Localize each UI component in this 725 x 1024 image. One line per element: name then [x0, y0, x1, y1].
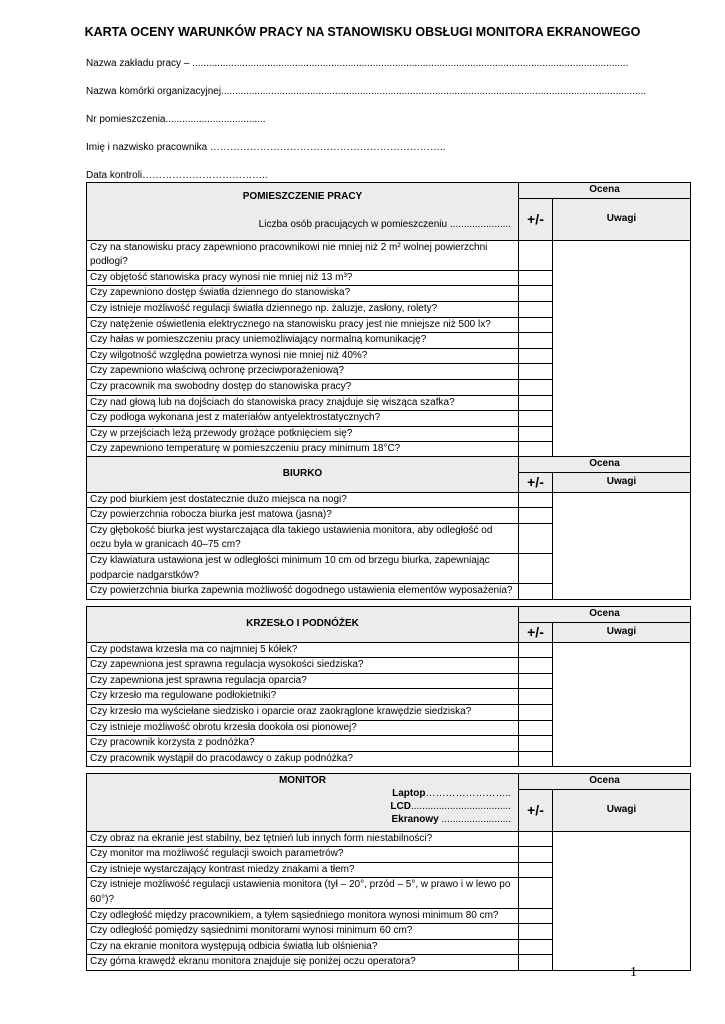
plus-minus-cell[interactable] [519, 689, 553, 705]
question-text: Czy natężenie oświetlenia elektrycznego na stanowisku pracy jest nie mniejsze niż 500 lx? [87, 317, 519, 333]
section-heading [87, 607, 519, 643]
question-text: Czy na ekranie monitora występują odbicia światła lub olśnienia? [87, 939, 519, 955]
plus-minus-header: +/- [519, 472, 553, 492]
question-text: Czy zapewniono dostęp światła dziennego do stanowiska? [87, 286, 519, 302]
field-pomieszczenie[interactable]: Nr pomieszczenia.................................... [86, 114, 266, 125]
ekranowy-line [90, 813, 515, 826]
plus-minus-cell[interactable] [519, 426, 553, 442]
question-text: Czy podstawa krzesła ma co najmniej 5 kółek? [87, 642, 519, 658]
section-heading [87, 183, 519, 241]
plus-minus-header: +/- [519, 622, 553, 642]
ocena-header: Ocena [519, 774, 691, 790]
question-text: Czy istnieje wystarczający kontrast miedzy znakami a tłem? [87, 862, 519, 878]
question-text: Czy odległość pomiędzy sąsiednimi monitorami wynosi minimum 60 cm? [87, 924, 519, 940]
plus-minus-cell[interactable] [519, 736, 553, 752]
plus-minus-cell[interactable] [519, 658, 553, 674]
section-title: BIURKO [282, 468, 323, 479]
uwagi-header: Uwagi [553, 198, 691, 240]
uwagi-header: Uwagi [553, 622, 691, 642]
field-pracownik[interactable]: Imię i nazwisko pracownika …………………………………………………………….. [86, 142, 446, 153]
table-row [87, 642, 691, 658]
uwagi-cell[interactable] [553, 492, 691, 599]
question-text: Czy obraz na ekranie jest stabilny, bez tętnień lub innych form niestabilności? [87, 831, 519, 847]
plus-minus-header: +/- [519, 198, 553, 240]
plus-minus-cell[interactable] [519, 939, 553, 955]
section-heading [87, 774, 519, 832]
question-text: Czy powierzchnia biurka zapewnia możliwość dogodnego ustawienia elementów wyposażenia? [87, 584, 519, 600]
question-text: Czy istnieje możliwość regulacji światła dziennego np. żaluzje, zasłony, rolety? [87, 301, 519, 317]
plus-minus-cell[interactable] [519, 523, 553, 553]
ocena-header: Ocena [519, 457, 691, 473]
lcd-line [90, 800, 515, 813]
question-text: Czy nad głową lub na dojściach do stanowiska pracy znajduje się wisząca szafka? [87, 395, 519, 411]
plus-minus-cell[interactable] [519, 584, 553, 600]
plus-minus-cell[interactable] [519, 379, 553, 395]
question-text: Czy wilgotność względna powietrza wynosi nie mniej niż 40%? [87, 348, 519, 364]
plus-minus-cell[interactable] [519, 862, 553, 878]
question-text: Czy hałas w pomieszczeniu pracy uniemożliwiający normalną komunikację? [87, 333, 519, 349]
ekranowy-label: Ekranowy [391, 814, 439, 825]
question-text: Czy objętość stanowiska pracy wynosi nie mniej niż 13 m³? [87, 270, 519, 286]
plus-minus-cell[interactable] [519, 673, 553, 689]
laptop-line [90, 787, 515, 800]
question-text: Czy podłoga wykonana jest z materiałów antyelektrostatycznych? [87, 411, 519, 427]
plus-minus-cell[interactable] [519, 317, 553, 333]
section-title: POMIESZCZENIE PRACY [242, 190, 363, 202]
field-data-kontroli[interactable]: Data kontroli……………………………….. [86, 170, 268, 181]
plus-minus-cell[interactable] [519, 333, 553, 349]
ocena-header: Ocena [519, 183, 691, 199]
plus-minus-cell[interactable] [519, 553, 553, 583]
table-monitor [86, 773, 691, 971]
table-pomieszczenie [86, 182, 691, 458]
question-text: Czy głębokość biurka jest wystarczająca dla takiego ustawienia monitora, aby odległość od oczu była w granicach 40–75 cm? [87, 523, 519, 553]
plus-minus-cell[interactable] [519, 270, 553, 286]
question-text: Czy pracownik korzysta z podnóżka? [87, 736, 519, 752]
plus-minus-cell[interactable] [519, 395, 553, 411]
table-biurko [86, 456, 691, 600]
question-text: Czy pracownik ma swobodny dostęp do stanowiska pracy? [87, 379, 519, 395]
uwagi-cell[interactable] [553, 642, 691, 767]
table-krzeslo [86, 606, 691, 767]
question-text: Czy monitor ma możliwość regulacji swoich parametrów? [87, 847, 519, 863]
question-text: Czy zapewniona jest sprawna regulacja wysokości siedziska? [87, 658, 519, 674]
uwagi-cell[interactable] [553, 831, 691, 970]
question-text: Czy istnieje możliwość regulacji ustawienia monitora (tył – 20°, przód – 5°, w prawo i w lewo po 60°)? [87, 878, 519, 908]
question-text: Czy pod biurkiem jest dostatecznie dużo miejsca na nogi? [87, 492, 519, 508]
table-row [87, 492, 691, 508]
uwagi-cell[interactable] [553, 240, 691, 457]
question-text: Czy powierzchnia robocza biurka jest matowa (jasna)? [87, 508, 519, 524]
question-text: Czy krzesło ma regulowane podłokietniki? [87, 689, 519, 705]
plus-minus-cell[interactable] [519, 720, 553, 736]
ocena-header: Ocena [519, 607, 691, 623]
plus-minus-cell[interactable] [519, 831, 553, 847]
question-text: Czy odległość między pracownikiem, a tyłem sąsiedniego monitora wynosi minimum 80 cm? [87, 908, 519, 924]
section-title: MONITOR [278, 775, 327, 786]
plus-minus-cell[interactable] [519, 286, 553, 302]
question-text: Czy zapewniono temperaturę w pomieszczeniu pracy minimum 18°C? [87, 442, 519, 458]
section-subheading: Liczba osób pracujących w pomieszczeniu ...................... [258, 219, 511, 231]
plus-minus-cell[interactable] [519, 924, 553, 940]
page-title: KARTA OCENY WARUNKÓW PRACY NA STANOWISKU OBSŁUGI MONITORA EKRANOWEGO [84, 25, 641, 39]
question-text: Czy na stanowisku pracy zapewniono pracownikowi nie mniej niż 2 m² wolnej powierzchni podłogi? [87, 240, 519, 270]
field-zaklad[interactable]: Nazwa zakładu pracy – ............................................................................................................................................................. [86, 58, 629, 69]
question-text: Czy istnieje możliwość obrotu krzesła dookoła osi pionowej? [87, 720, 519, 736]
question-text: Czy klawiatura ustawiona jest w odległości minimum 10 cm od brzegu biurka, zapewniając podparcie nadgarstków? [87, 553, 519, 583]
plus-minus-cell[interactable] [519, 878, 553, 908]
plus-minus-cell[interactable] [519, 411, 553, 427]
section-title: KRZESŁO I PODNÓŻEK [246, 618, 359, 629]
plus-minus-cell[interactable] [519, 508, 553, 524]
question-text: Czy w przejściach leżą przewody grożące potknięciem się? [87, 426, 519, 442]
question-text: Czy pracownik wystąpił do pracodawcy o zakup podnóżka? [87, 751, 519, 767]
page-number: 1 [630, 965, 637, 980]
plus-minus-cell[interactable] [519, 751, 553, 767]
field-komorka[interactable]: Nazwa komórki organizacyjnej......................................................................................................................................................... [86, 86, 647, 97]
plus-minus-cell[interactable] [519, 348, 553, 364]
laptop-label: Laptop [392, 788, 426, 799]
question-text: Czy zapewniono właściwą ochronę przeciwporażeniową? [87, 364, 519, 380]
plus-minus-cell[interactable] [519, 642, 553, 658]
lcd-dots[interactable]: .................................... [410, 801, 511, 812]
lcd-label: LCD [390, 801, 411, 812]
question-text: Czy górna krawędź ekranu monitora znajduje się poniżej oczu operatora? [87, 955, 519, 971]
ekranowy-dots[interactable]: ......................... [438, 814, 511, 825]
plus-minus-cell[interactable] [519, 240, 553, 270]
plus-minus-cell[interactable] [519, 847, 553, 863]
question-text: Czy zapewniona jest sprawna regulacja oparcia? [87, 673, 519, 689]
plus-minus-cell[interactable] [519, 301, 553, 317]
table-row [87, 831, 691, 847]
plus-minus-cell[interactable] [519, 364, 553, 380]
plus-minus-cell[interactable] [519, 908, 553, 924]
plus-minus-header: +/- [519, 789, 553, 831]
uwagi-header: Uwagi [553, 789, 691, 831]
plus-minus-cell[interactable] [519, 955, 553, 971]
plus-minus-cell[interactable] [519, 492, 553, 508]
section-heading [87, 457, 519, 493]
laptop-dots[interactable]: …………………….. [425, 788, 511, 799]
plus-minus-cell[interactable] [519, 704, 553, 720]
table-row [87, 240, 691, 270]
question-text: Czy krzesło ma wyściełane siedzisko i oparcie oraz zaokrąglone krawędzie siedziska? [87, 704, 519, 720]
uwagi-header: Uwagi [553, 472, 691, 492]
